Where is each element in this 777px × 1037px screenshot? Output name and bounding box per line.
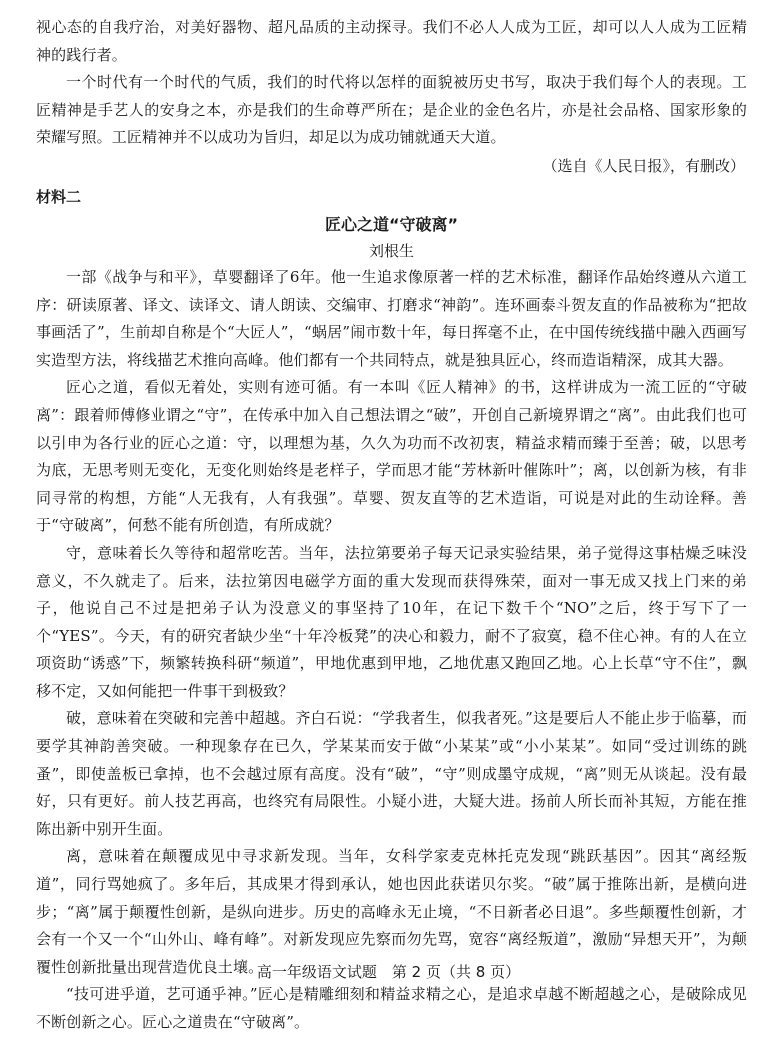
material-two-label: 材料二 — [36, 187, 82, 206]
article-title: 匠心之道“守破离” — [324, 214, 459, 234]
material-one-closing-paragraph: 一个时代有一个时代的气质，我们的时代将以怎样的面貌被历史书写，取决于我们每个人的表现。工匠精神是手艺人的安身之本，亦是我们的生命尊严所在；是企业的金色名片，亦是社会品格、国家形象的荣耀写照。工匠精神并不以成功为旨归，却足以为成功铺就通天大道。 — [36, 73, 747, 147]
article-author: 刘根生 — [368, 241, 414, 260]
material-one-continued-paragraph: 视心态的自我疗治，对美好器物、超凡品质的主动探寻。我们不必人人成为工匠，却可以人人成为工匠精神的践行者。 — [36, 18, 747, 64]
article-paragraph-6: “技可进乎道，艺可通乎神。”匠心是精雕细刻和精益求精之心，是追求卓越不断超越之心，是破除成见不断创新之心。匠心之道贵在“守破离”。 — [36, 985, 747, 1031]
article-paragraph-3: 守，意味着长久等待和超常吃苦。当年，法拉第要弟子每天记录实验结果，弟子觉得这事枯燥乏味没意义，不久就走了。后来，法拉第因电磁学方面的重大发现而获得殊荣，面对一事无成又找上门来的弟子，他说自己不过是把弟子认为没意义的事坚持了10年，在记下数千个“NO”之后，终于写下了一个“YES”。今天，有的研究者缺少坐“十年冷板凳”的决心和毅力，耐不了寂寞，稳不住心神。有的人在立项资助“诱惑”下，频繁转换科研“频道”，甲地优惠到甲地，乙地优惠又跑回乙地。心上长草“守不住”，飘移不定，又如何能把一件事干到极致？ — [36, 543, 747, 700]
exam-page — [36, 14, 747, 1031]
article-paragraph-5: 离，意味着在颠覆成见中寻求新发现。当年，女科学家麦克林托克发现“跳跃基因”。因其“离经叛道”，同行骂她疯了。多年后，其成果才得到承认，她也因此获诺贝尔奖。“破”属于推陈出新，是横向进步；“离”属于颠覆性创新，是纵向进步。历史的高峰永无止境，“不日新者必日退”。多些颠覆性创新，才会有一个又一个“山外山、峰有峰”。对新发现应先察而勿先骂，宽容“离经叛道”，激励“异想天开”，为颠覆性创新批量出现营造优良土壤。 — [36, 847, 747, 976]
article-paragraph-2: 匠心之道，看似无着处，实则有迹可循。有一本叫《匠人精神》的书，这样讲成为一流工匠的“守破离”：跟着师傅修业谓之“守”，在传承中加入自己想法谓之“破”，开创自己新境界谓之“离”。由此我们也可以引申为各行业的匠心之道：守，以理想为基，久久为功而不改初衷，精益求精而臻于至善；破，以思考为底，无思考则无变化，无变化则始终是老样子，学而思才能“芳林新叶催陈叶”；离，以创新为核，有非同寻常的构想，方能“人无我有，人有我强”。草婴、贺友直等的艺术造诣，可说是对此的生动诠释。善于“守破离”，何愁不能有所创造，有所成就？ — [36, 378, 747, 535]
page-footer: 高一年级语文试题 第 2 页（共 8 页） — [256, 963, 521, 981]
article-paragraph-4: 破，意味着在突破和完善中超越。齐白石说：“学我者生，似我者死。”这是要后人不能止步于临摹，而要学其神韵善突破。一种现象存在已久，学某某而安于做“小某某”或“小小某某”。如同“受过训练的跳蚤”，即使盖板已拿掉，也不会越过原有高度。没有“破”，“守”则成墨守成规，“离”则无从谈起。没有最好，只有更好。前人技艺再高，也终究有局限性。小疑小进，大疑大进。扬前人所长而补其短，方能在推陈出新中别开生面。 — [36, 709, 747, 838]
material-one-source: （选自《人民日报》，有删改） — [542, 156, 745, 175]
article-paragraph-1: 一部《战争与和平》，草婴翻译了6年。他一生追求像原著一样的艺术标准，翻译作品始终遵从六道工序：研读原著、译文、读译文、请人朗读、交编审、打磨求“神韵”。连环画泰斗贺友直的作品被称为“把故事画活了”，生前却自称是个“大匠人”，“蜗居”闹市数十年，每日挥毫不止，在中国传统线描中融入西画写实造型方法，将线描艺术推向高峰。他们都有一个共同特点，就是独具匠心，终而造诣精深，成其大器。 — [36, 267, 747, 369]
